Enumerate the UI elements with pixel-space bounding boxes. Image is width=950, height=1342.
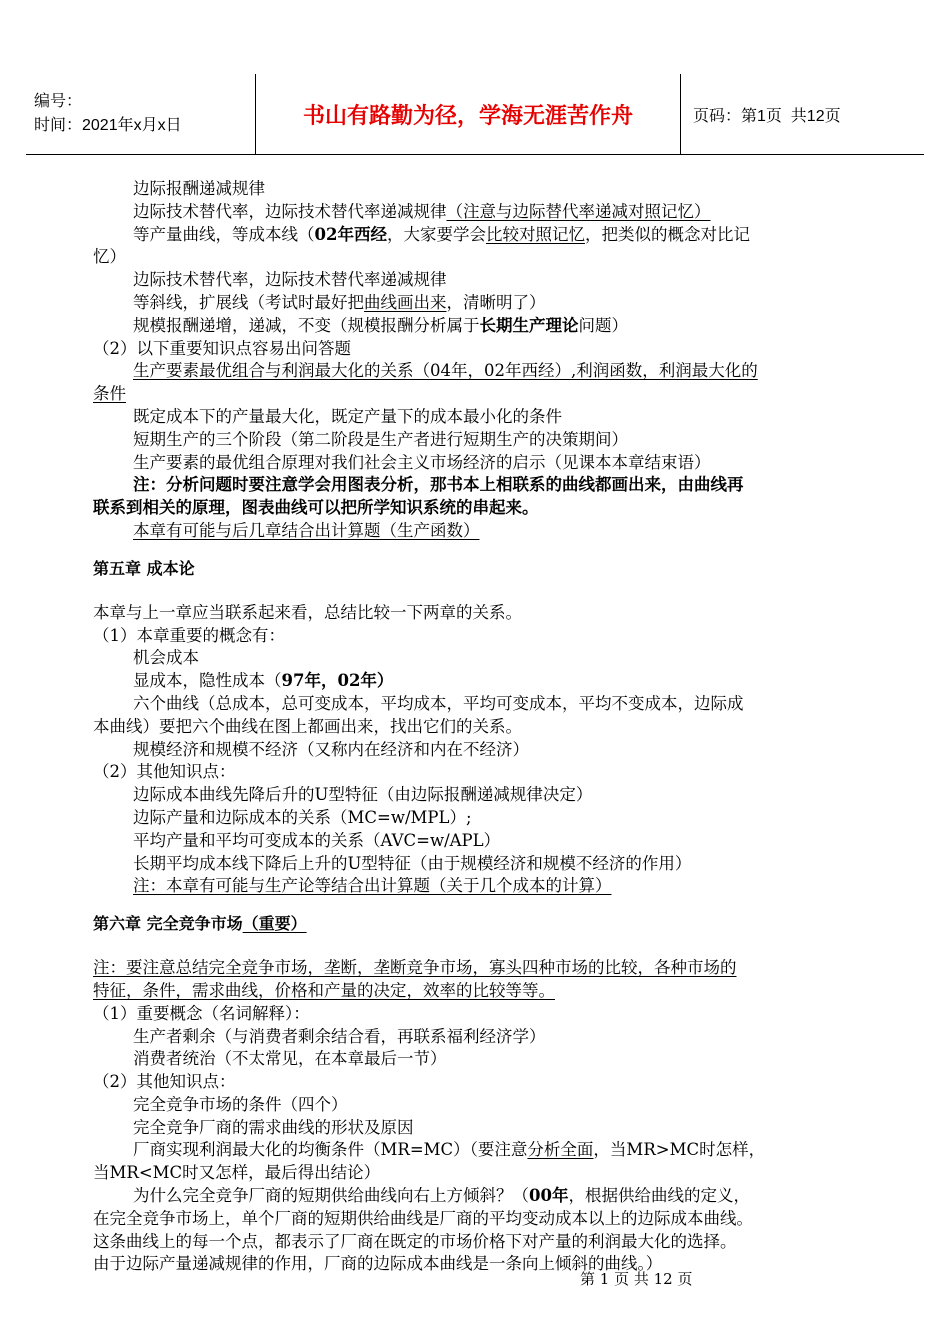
text-line: 规模报酬递增，递减，不变（规模报酬分析属于长期生产理论问题） <box>133 315 628 335</box>
text-line: 规模经济和规模不经济（又称内在经济和内在不经济） <box>133 739 529 759</box>
text-line: 厂商实现利润最大化的均衡条件（MR=MC）（要注意分析全面，当MR>MC时怎样， <box>133 1140 766 1160</box>
text-line: 在完全竞争市场上，单个厂商的短期供给曲线是厂商的平均变动成本以上的边际成本曲线。 <box>93 1208 753 1228</box>
text-line: 为什么完全竞争厂商的短期供给曲线向右上方倾斜？（00年，根据供给曲线的定义， <box>133 1186 750 1206</box>
text-line: 边际技术替代率，边际技术替代率递减规律（注意与边际替代率递减对照记忆） <box>133 201 711 221</box>
text-line: 机会成本 <box>133 648 199 668</box>
text-line: 由于边际产量递减规律的作用，厂商的边际成本曲线是一条向上倾斜的曲线。） <box>93 1254 663 1274</box>
page-footer: 第 1 页 共 12 页 <box>580 1270 693 1288</box>
text-line: 边际成本曲线先降后升的U型特征（由边际报酬递减规律决定） <box>133 785 593 805</box>
header-meta <box>26 74 255 154</box>
text-line: 边际技术替代率，边际技术替代率递减规律 <box>133 270 447 290</box>
text-line: （2）其他知识点： <box>93 1072 236 1092</box>
text-line: （1）重要概念（名词解释）： <box>93 1003 310 1023</box>
note-line: 注：分析问题时要注意学会用图表分析，那书本上相联系的曲线都画出来，由曲线再 <box>133 475 744 495</box>
header-page-info <box>681 74 924 154</box>
text-line: 本章有可能与后几章结合出计算题（生产函数） <box>133 520 480 540</box>
text-line: 注：要注意总结完全竞争市场，垄断，垄断竞争市场，寡头四种市场的比较，各种市场的 <box>93 958 737 978</box>
text-line: 生产者剩余（与消费者剩余结合看，再联系福利经济学） <box>133 1026 546 1046</box>
text-line: （2）其他知识点： <box>93 762 236 782</box>
text-line: 等产量曲线，等成本线（02年西经，大家要学会比较对照记忆，把类似的概念对比记 <box>133 224 750 244</box>
chapter-heading: 第五章 成本论 <box>93 558 195 578</box>
text-line: 当MR<MC时又怎样，最后得出结论） <box>93 1163 381 1183</box>
text-line: 特征，条件，需求曲线，价格和产量的决定，效率的比较等等。 <box>93 980 555 1000</box>
text-line: 完全竞争厂商的需求曲线的形状及原因 <box>133 1117 414 1137</box>
text-line: 显成本，隐性成本（97年，02年） <box>133 671 394 691</box>
text-line: 本曲线）要把六个曲线在图上都画出来，找出它们的关系。 <box>93 716 522 736</box>
number-label: 编号： <box>34 93 83 110</box>
header-motto: 书山有路勤为径，学海无涯苦作舟 <box>255 74 681 154</box>
text-line: 消费者统治（不太常见，在本章最后一节） <box>133 1049 447 1069</box>
document-body <box>93 178 845 1276</box>
text-line: （2）以下重要知识点容易出问答题 <box>93 338 351 358</box>
text-line: 生产要素的最优组合原理对我们社会主义市场经济的启示（见课本本章结束语） <box>133 452 711 472</box>
text-line: 等斜线，扩展线（考试时最好把曲线画出来，清晰明了） <box>133 292 546 312</box>
chapter-heading: 第六章 完全竞争市场（重要） <box>93 914 307 934</box>
text-line: 边际产量和边际成本的关系（MC=w/MPL）; <box>133 807 472 827</box>
text-line: 条件 <box>93 384 126 404</box>
text-line: 边际报酬递减规律 <box>133 179 265 198</box>
text-line: 六个曲线（总成本，总可变成本，平均成本，平均可变成本，平均不变成本，边际成 <box>133 693 744 713</box>
text-line: 长期平均成本线下降后上升的U型特征（由于规模经济和规模不经济的作用） <box>133 853 692 873</box>
text-line: 生产要素最优组合与利润最大化的关系（04年，02年西经）,利润函数，利润最大化的 <box>133 361 758 381</box>
text-line: 注：本章有可能与生产论等结合出计算题（关于几个成本的计算） <box>133 876 612 896</box>
text-line: 本章与上一章应当联系起来看，总结比较一下两章的关系。 <box>93 602 522 622</box>
text-line: 平均产量和平均可变成本的关系（AVC=w/APL） <box>133 830 501 850</box>
text-line: （1）本章重要的概念有： <box>93 625 285 645</box>
text-line: 既定成本下的产量最大化，既定产量下的成本最小化的条件 <box>133 406 562 426</box>
page-info-text: 页码：第1页 共12页 <box>693 107 841 125</box>
text-line: 短期生产的三个阶段（第二阶段是生产者进行短期生产的决策期间） <box>133 429 628 449</box>
text-line: 完全竞争市场的条件（四个） <box>133 1094 348 1114</box>
note-line: 联系到相关的原理，图表曲线可以把所学知识系统的串起来。 <box>93 498 539 518</box>
time-label: 时间：2021年x月x日 <box>34 117 182 134</box>
page-header <box>26 74 924 155</box>
text-line: 忆） <box>93 247 126 267</box>
text-line: 这条曲线上的每一个点，都表示了厂商在既定的市场价格下对产量的利润最大化的选择。 <box>93 1231 737 1251</box>
